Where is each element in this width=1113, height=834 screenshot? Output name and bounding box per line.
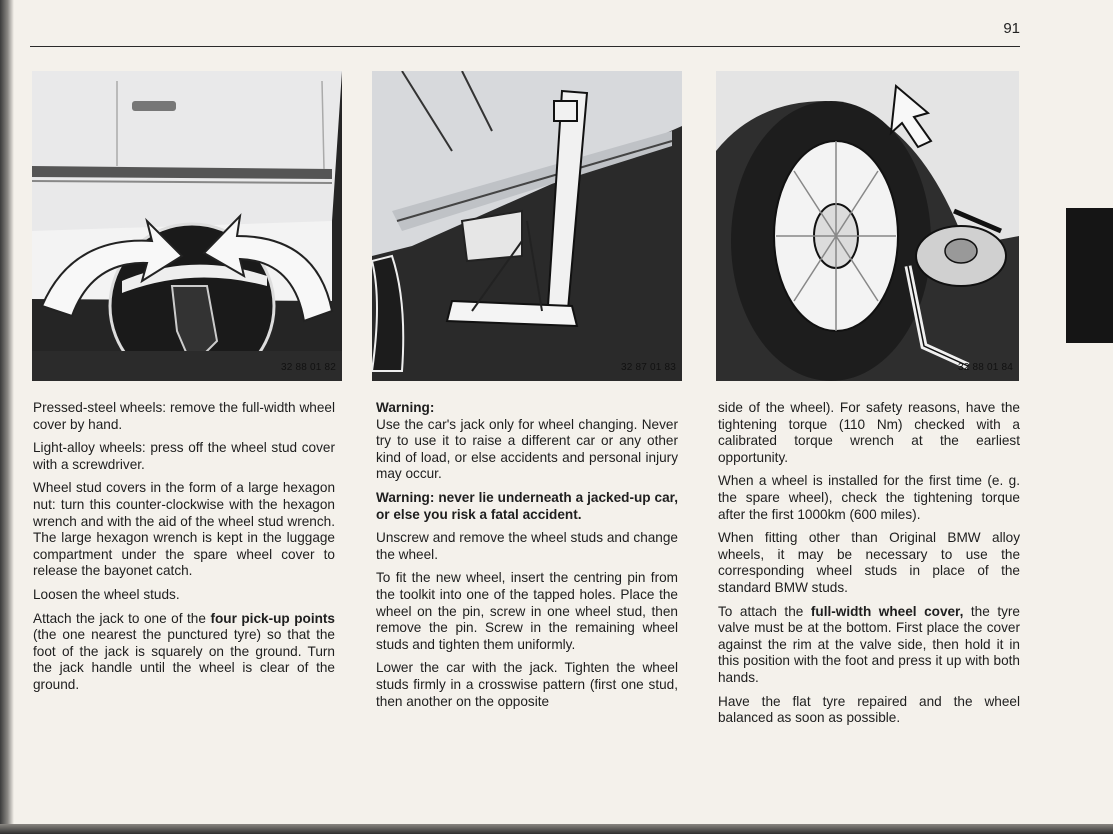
paragraph	[376, 530, 678, 563]
text-column-middle	[376, 400, 678, 717]
paragraph	[718, 473, 1020, 523]
text-run: Light-alloy wheels: press off the wheel stud cover with a screwdriver.	[33, 440, 335, 472]
figure-wheel-cover-removal	[32, 71, 342, 381]
paragraph	[33, 440, 335, 473]
figure-jack-pickup-point	[372, 71, 682, 381]
text-run: When fitting other than Original BMW alloy wheels, it may be necessary to use the corresponding wheel studs in place of the standard BMW studs.	[718, 530, 1020, 595]
text-column-left	[33, 400, 335, 701]
text-run: Wheel stud covers in the form of a large hexagon nut: turn this counter-clockwise with the hexagon wrench and with the aid of the wheel stud wrench. The large hexagon wrench is kept in the luggage compartment under the spare wheel cover to release the bayonet catch.	[33, 480, 335, 579]
text-run: Use the car's jack only for wheel changing. Never try to use it to raise a different car or any other kind of load, or else accidents and personal injury may occur.	[376, 416, 678, 482]
paragraph	[718, 604, 1020, 687]
paragraph	[33, 400, 335, 433]
paragraph	[33, 480, 335, 580]
paragraph	[33, 587, 335, 604]
warning-title: Warning:	[376, 400, 435, 415]
paragraph	[376, 660, 678, 710]
bold-text-run: four pick-up points	[210, 610, 335, 626]
paragraph	[376, 490, 678, 523]
text-run: side of the wheel). For safety reasons, have the tightening torque (110 Nm) checked with a calibrated torque wrench at the earliest opportunity.	[718, 400, 1020, 465]
text-run: Unscrew and remove the wheel studs and change the wheel.	[376, 530, 678, 562]
figure-wheel-and-tools	[716, 71, 1019, 381]
text-run: the tyre valve must be at the bottom. First place the cover against the rim at the valve side, then hold it in this position with the foot and press it up with both hands.	[718, 603, 1020, 685]
page-bottom-edge	[0, 824, 1113, 834]
text-column-right	[718, 400, 1020, 734]
header-rule	[30, 46, 1020, 47]
page-number: 91	[1003, 20, 1020, 37]
paragraph	[718, 400, 1020, 466]
text-run: When a wheel is installed for the first time (e. g. the spare wheel), check the tightening torque after the first 1000km (600 miles).	[718, 473, 1020, 522]
text-run: Pressed-steel wheels: remove the full-width wheel cover by hand.	[33, 400, 335, 432]
wheel-cover-removal-illustration	[32, 71, 342, 381]
paragraph	[718, 694, 1020, 727]
paragraph	[33, 611, 335, 694]
figure-code: 32 87 01 83	[620, 362, 676, 373]
book-spine-shadow	[0, 0, 14, 834]
bold-text-run: Warning: never lie underneath a jacked-up car, or else you risk a fatal accident.	[376, 489, 678, 522]
text-run: Attach the jack to one of the	[33, 610, 211, 626]
text-run: (the one nearest the punctured tyre) so that the foot of the jack is squarely on the ground. Turn the jack handle until the wheel is clear of the ground.	[33, 627, 335, 692]
paragraph	[376, 417, 678, 483]
bold-text-run: full-width wheel cover,	[810, 603, 964, 619]
text-run: To fit the new wheel, insert the centring pin from the toolkit into one of the tapped holes. Place the wheel on the pin, screw in one wheel stud, then remove the pin. Screw in the remaining wheel studs and tighten them uniformly.	[376, 570, 678, 652]
figure-code: 32 88 01 82	[280, 362, 336, 373]
section-thumb-tab	[1066, 208, 1113, 343]
text-run: Lower the car with the jack. Tighten the wheel studs firmly in a crosswise pattern (first one stud, then another on the opposite	[376, 660, 678, 709]
figure-code: 32 88 01 84	[957, 362, 1013, 373]
jack-illustration	[372, 71, 682, 381]
text-run: To attach the	[718, 603, 811, 619]
text-run: Loosen the wheel studs.	[33, 586, 180, 602]
paragraph	[376, 570, 678, 653]
text-run: Have the flat tyre repaired and the wheel balanced as soon as possible.	[718, 693, 1020, 726]
warning-heading	[376, 400, 678, 417]
wheel-tools-illustration	[716, 71, 1019, 381]
paragraph	[718, 530, 1020, 596]
